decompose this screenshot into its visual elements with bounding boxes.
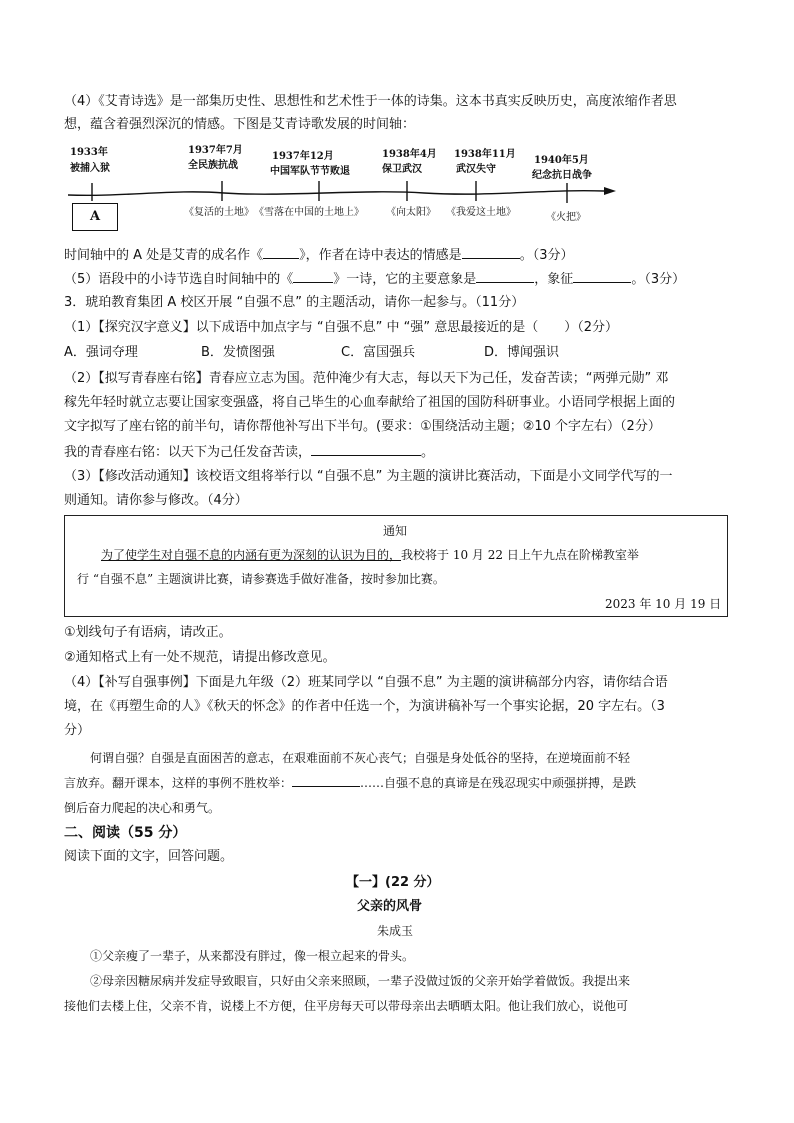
q4-answer-line — [64, 246, 573, 265]
q4-line2: 想，蕴含着强烈深沉的情感。下图是艾青诗歌发展的时间轴： — [64, 117, 416, 132]
timeline-label-3: 中国军队节节败退 — [270, 166, 350, 177]
timeline-label-2: 全民族抗战 — [188, 160, 238, 171]
notice-line1 — [101, 546, 639, 564]
q3-sub4-line3: 分） — [64, 723, 91, 738]
q3-sub4-line1: （4）【补写自强事例】下面是九年级（2）班某同学以 “自强不息” 为主题的演讲稿部分内容，请你结合语 — [64, 675, 668, 690]
reading-part-label: 【一】(22 分） — [346, 875, 440, 890]
q4-blank-emotion[interactable] — [462, 246, 520, 259]
q3-title: 3．琥珀教育集团 A 校区开展 “自强不息” 的主题活动，请你一起参与。（11分） — [64, 295, 525, 310]
timeline-work-3: 《雪落在中国的土地上》 — [254, 207, 364, 218]
notice-item1: ①划线句子有语病，请改正。 — [64, 625, 232, 640]
q3-option-c[interactable]: C．富国强兵 — [341, 345, 416, 360]
speech-line3: 倒后奋力爬起的决心和勇气。 — [64, 801, 221, 815]
q3-motto-line — [64, 443, 434, 462]
q4-line1: （4）《艾青诗选》是一部集历史性、思想性和艺术性于一体的诗集。这本书真实反映历史，高度浓缩作者思 — [64, 94, 677, 109]
q4-text-c: 。（3分） — [519, 248, 574, 263]
q5-blank-symbol[interactable] — [573, 270, 631, 283]
q4-text-b: 》，作者在诗中表达的情感是 — [299, 248, 462, 263]
article-p2-line1: ②母亲因糖尿病并发症导致眼盲，只好由父亲来照顾，一辈子没做过饭的父亲开始学着做饭。我提出来 — [90, 974, 631, 988]
section-reading-heading: 二、阅读（55 分） — [64, 825, 187, 841]
notice-line2: 行 “自强不息” 主题演讲比赛，请参赛选手做好准备，按时参加比赛。 — [77, 572, 445, 586]
notice-rest1: 我校将于 10 月 22 日上午九点在阶梯教室举 — [401, 548, 639, 562]
speech-blank[interactable] — [292, 774, 360, 787]
q3-sub3-line2: 则通知。请你参与修改。（4分） — [64, 493, 248, 508]
timeline-label-4: 保卫武汉 — [382, 164, 422, 175]
timeline-date-5: 1938年11月 — [454, 149, 516, 160]
motto-suffix: 。 — [421, 445, 435, 460]
timeline-label-6: 纪念抗日战争 — [532, 170, 592, 181]
q4-text-a: 时间轴中的 A 处是艾青的成名作《 — [64, 248, 264, 263]
motto-blank[interactable] — [311, 443, 421, 456]
speech-tail: ……自强不息的真谛是在残忍现实中顽强拼搏，是跌 — [360, 776, 637, 790]
notice-title: 通知 — [383, 524, 408, 538]
article-p1: ①父亲瘦了一辈子，从来都没有胖过，像一根立起来的骨头。 — [90, 949, 415, 963]
q5-text-1: （5）语段中的小诗节选自时间轴中的《 — [64, 272, 294, 287]
timeline-date-2: 1937年7月 — [188, 145, 243, 156]
q3-sub2-line3: 文字拟写了座右铭的前半句，请你帮他补写出下半句。(要求：①围绕活动主题；②10 个字左右）（2分） — [64, 419, 661, 434]
q3-sub4-line2: 境，在《再塑生命的人》《秋天的怀念》的作者中任选一个，为演讲稿补写一个事实论据，20 字左右。（3 — [64, 699, 665, 714]
timeline-work-4: 《向太阳》 — [386, 207, 436, 218]
timeline-date-6: 1940年5月 — [534, 155, 589, 166]
timeline-date-4: 1938年4月 — [382, 149, 437, 160]
q3-option-b[interactable]: B．发愤图强 — [201, 345, 275, 360]
timeline-work-6: 《火把》 — [546, 212, 586, 223]
notice-date: 2023 年 10 月 19 日 — [605, 597, 722, 611]
q3-sub2-line2: 稼先年轻时就立志要让国家变强盛，将自己毕生的心血奉献给了祖国的国防科研事业。小语同学根据上面的 — [64, 395, 676, 410]
q5-blank-image[interactable] — [476, 270, 534, 283]
timeline-date-3: 1937年12月 — [272, 151, 334, 162]
timeline-date-1: 1933年 — [70, 147, 108, 158]
q5-text-2: 》一诗，它的主要意象是 — [333, 272, 477, 287]
q5-text-3: ，象征 — [534, 272, 574, 287]
speech-text: 言放弃。翻开课本，这样的事例不胜枚举： — [64, 776, 293, 790]
speech-line2 — [64, 774, 636, 792]
q5-line — [64, 270, 685, 289]
timeline-work-5: 《我爱这土地》 — [446, 207, 516, 218]
motto-prefix: 我的青春座右铭：以天下为己任发奋苦读， — [64, 445, 312, 460]
timeline-box-a: A — [72, 203, 118, 231]
q3-sub2-line1: （2）【拟写青春座右铭】青春应立志为国。范仲淹少有大志，每以天下为己任，发奋苦读；“两弹元勋” 邓 — [64, 371, 669, 386]
article-p2-line2: 接他们去楼上住，父亲不肯，说楼上不方便，住平房每天可以带母亲出去晒晒太阳。他让我们放心，说他可 — [64, 999, 629, 1013]
speech-line1: 何谓自强？自强是直面困苦的意志，在艰难面前不灰心丧气；自强是身处低谷的坚持，在逆境面前不轻 — [90, 751, 631, 765]
notice-box — [64, 515, 728, 617]
timeline-work-2: 《复活的土地》 — [184, 207, 254, 218]
notice-item2: ②通知格式上有一处不规范，请提出修改意见。 — [64, 650, 336, 665]
article-author: 朱成玉 — [377, 924, 414, 938]
article-title: 父亲的风骨 — [357, 899, 423, 914]
notice-underlined-sentence: 为了使学生对自强不息的内涵有更为深刻的认识为目的， — [101, 548, 402, 562]
reading-instruction: 阅读下面的文字，回答问题。 — [64, 849, 234, 864]
timeline-label-5: 武汉失守 — [456, 164, 496, 175]
timeline-label-1: 被捕入狱 — [70, 163, 110, 174]
q3-sub3-line1: （3）【修改活动通知】该校语文组将举行以 “自强不息” 为主题的演讲比赛活动，下面是小文同学代写的一 — [64, 469, 673, 484]
q3-option-a[interactable]: A．强词夺理 — [64, 345, 138, 360]
q4-blank-work[interactable] — [263, 246, 299, 259]
q5-blank-poem[interactable] — [293, 270, 333, 283]
q3-option-d[interactable]: D．博闻强识 — [484, 345, 560, 360]
q3-sub1: （1）【探究汉字意义】以下成语中加点字与 “自强不息” 中 “强” 意思最接近的是（ ）（2分） — [64, 320, 619, 335]
timeline-figure — [64, 143, 620, 243]
q5-text-4: 。（3分） — [631, 272, 686, 287]
